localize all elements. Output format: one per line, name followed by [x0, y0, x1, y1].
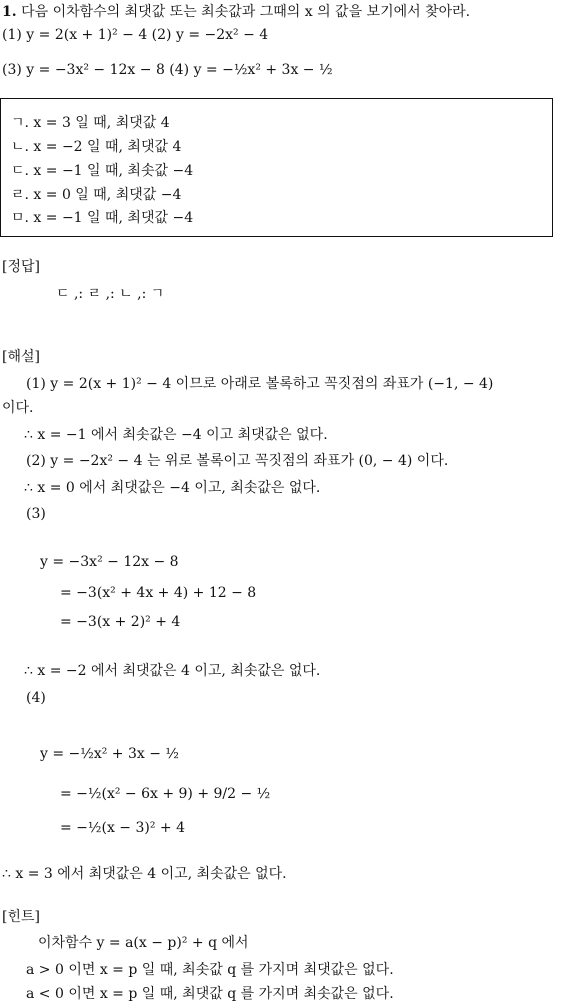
explanation-line-13: = −½(x² − 6x + 9) + 9/2 − ½ — [60, 786, 271, 802]
explanation-line-7: y = −3x² − 12x − 8 — [40, 554, 179, 570]
explanation-line-8: = −3(x² + 4x + 4) + 12 − 8 — [60, 585, 257, 601]
choices-box — [0, 98, 553, 237]
explanation-line-3: ∴ x = −1 에서 최솟값은 −4 이고 최댓값은 없다. — [24, 427, 328, 443]
hint-line-2: a > 0 이면 x = p 일 때, 최솟값 q 를 가지며 최댓값은 없다. — [26, 962, 394, 978]
choice-4: ㄹ. x = 0 일 때, 최댓값 −4 — [11, 187, 182, 203]
answer-heading: [정답] — [2, 259, 40, 275]
explanation-line-11: (4) — [26, 690, 46, 706]
hint-heading: [힌트] — [2, 909, 40, 925]
question-line-1: (1) y = 2(x + 1)² − 4 (2) y = −2x² − 4 — [2, 27, 269, 43]
question-number: 1. — [2, 4, 17, 20]
explanation-line-14: = −½(x − 3)² + 4 — [60, 820, 185, 836]
explanation-heading: [해설] — [2, 349, 40, 365]
explanation-line-12: y = −½x² + 3x − ½ — [40, 746, 179, 762]
explanation-line-4: (2) y = −2x² − 4 는 위로 볼록이고 꼭짓점의 좌표가 (0, − 4) 이다. — [26, 453, 449, 469]
choice-1: ㄱ. x = 3 일 때, 최댓값 4 — [11, 115, 170, 131]
explanation-line-9: = −3(x + 2)² + 4 — [60, 614, 181, 630]
explanation-line-6: (3) — [26, 506, 46, 522]
explanation-line-10: ∴ x = −2 에서 최댓값은 4 이고, 최솟값은 없다. — [24, 663, 321, 679]
question-prompt-line — [2, 2, 470, 22]
explanation-line-2: 이다. — [2, 400, 34, 416]
answer-text: ㄷ ,: ㄹ ,: ㄴ ,: ㄱ — [56, 286, 165, 302]
choice-5: ㅁ. x = −1 일 때, 최댓값 −4 — [11, 210, 194, 226]
explanation-line-15: ∴ x = 3 에서 최댓값은 4 이고, 최솟값은 없다. — [2, 866, 287, 882]
question-prompt: 다음 이차함수의 최댓값 또는 최솟값과 그때의 x 의 값을 보기에서 찾아라. — [21, 4, 471, 20]
question-line-2: (3) y = −3x² − 12x − 8 (4) y = −½x² + 3x − ½ — [2, 62, 333, 78]
choice-3: ㄷ. x = −1 일 때, 최솟값 −4 — [11, 163, 194, 179]
hint-line-1: 이차함수 y = a(x − p)² + q 에서 — [38, 935, 249, 951]
choice-2: ㄴ. x = −2 일 때, 최댓값 4 — [11, 139, 182, 155]
explanation-line-1: (1) y = 2(x + 1)² − 4 이므로 아래로 볼록하고 꼭짓점의 좌표가 (−1, − 4) — [26, 376, 494, 392]
hint-line-3: a < 0 이면 x = p 일 때, 최댓값 q 를 가지며 최솟값은 없다. — [26, 986, 394, 1002]
explanation-line-5: ∴ x = 0 에서 최댓값은 −4 이고, 최솟값은 없다. — [24, 480, 321, 496]
